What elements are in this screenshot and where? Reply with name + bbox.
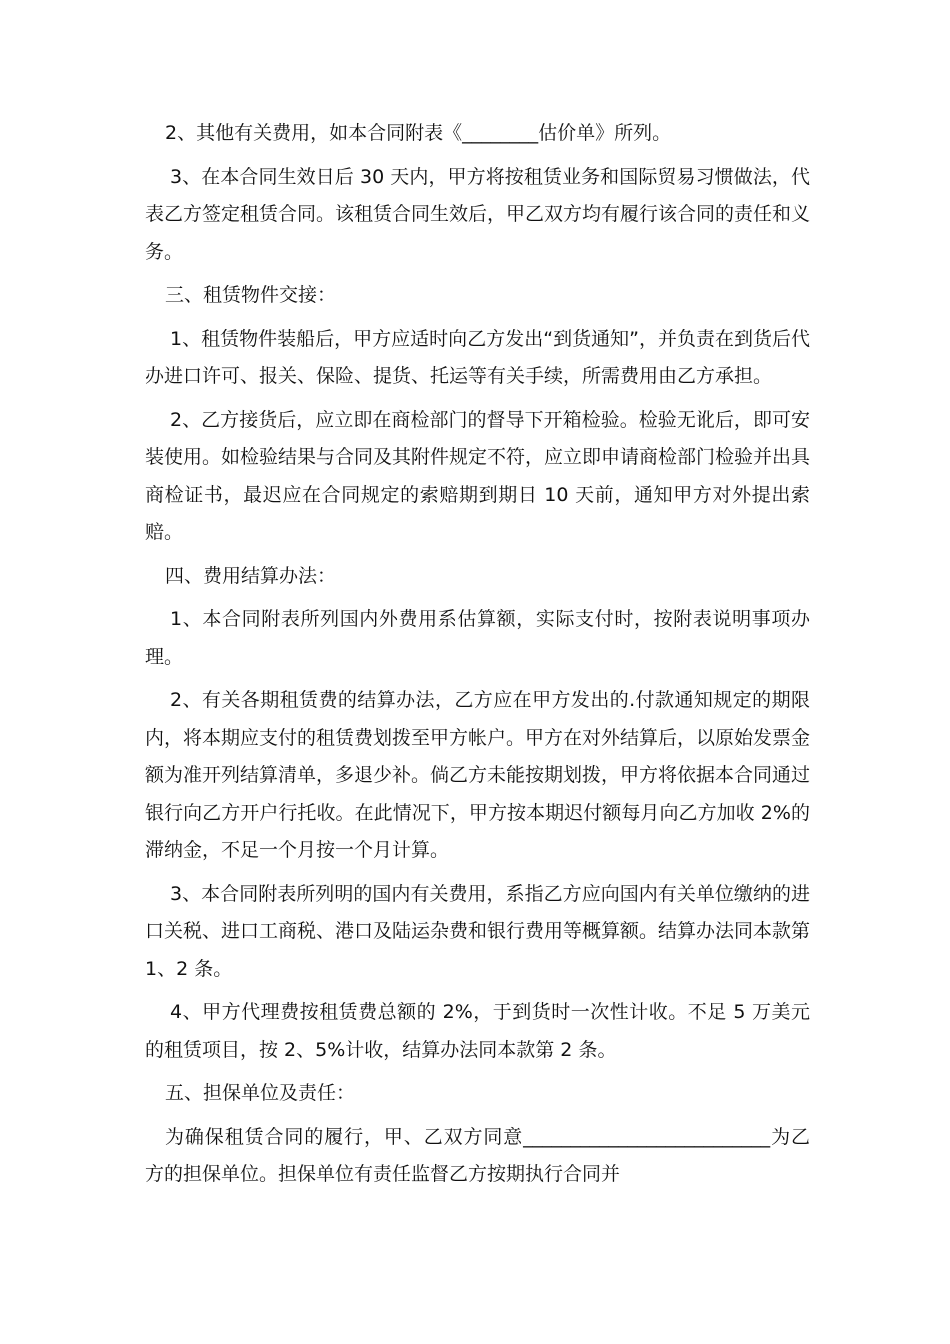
paragraph-guarantor: 为确保租赁合同的履行，甲、乙双方同意__________________________为乙方的担保单位。担保单位有责任监督乙方按期执行合同并 bbox=[145, 1125, 810, 1185]
section-heading-handover: 三、租赁物件交接： bbox=[165, 284, 337, 306]
paragraph-other-fees: 2、其他有关费用，如本合同附表《________估价单》所列。 bbox=[165, 122, 672, 144]
paragraph-lease-contract-signing: 3、在本合同生效日后 30 天内，甲方将按租赁业务和国际贸易习惯做法，代表乙方签定租赁合同。该租赁合同生效后，甲乙双方均有履行该合同的责任和义务。 bbox=[145, 165, 811, 263]
section-heading-guarantor: 五、担保单位及责任： bbox=[165, 1082, 356, 1104]
section-heading-settlement: 四、费用结算办法： bbox=[165, 564, 337, 587]
paragraph-domestic-fees: 3、本合同附表所列明的国内有关费用，系指乙方应向国内有关单位缴纳的进口关税、进口工商税、港口及陆运杂费和银行费用等概算额。结算办法同本款第 1、2 条。 bbox=[145, 882, 811, 980]
paragraph-arrival-notice: 1、租赁物件装船后，甲方应适时向乙方发出“到货通知”，并负责在到货后代办进口许可、报关、保险、提货、托运等有关手续，所需费用由乙方承担。 bbox=[145, 327, 810, 387]
paragraph-inspection: 2、乙方接货后，应立即在商检部门的督导下开箱检验。检验无讹后，即可安装使用。如检验结果与合同及其附件规定不符，应立即申请商检部门检验并出具商检证书，最迟应在合同规定的索赔期到期日 10 天前，通知甲方对外提出索赔。 bbox=[145, 408, 811, 543]
paragraph-agency-fee: 4、甲方代理费按租赁费总额的 2%，于到货时一次性计收。不足 5 万美元的租赁项目，按 2、5%计收，结算办法同本款第 2 条。 bbox=[145, 1001, 810, 1061]
document-page bbox=[145, 115, 810, 1200]
paragraph-rent-settlement: 2、有关各期租赁费的结算办法，乙方应在甲方发出的.付款通知规定的期限内，将本期应支付的租赁费划拨至甲方帐户。甲方在对外结算后，以原始发票金额为准开列结算清单，多退少补。倘乙方未能按期划拨，甲方将依据本合同通过银行向乙方开户行托收。在此情况下，甲方按本期迟付额每月向乙方加收 2%的滞纳金，不足一个月按一个月计算。 bbox=[145, 689, 811, 861]
paragraph-estimated-costs: 1、本合同附表所列国内外费用系估算额，实际支付时，按附表说明事项办理。 bbox=[145, 608, 810, 668]
